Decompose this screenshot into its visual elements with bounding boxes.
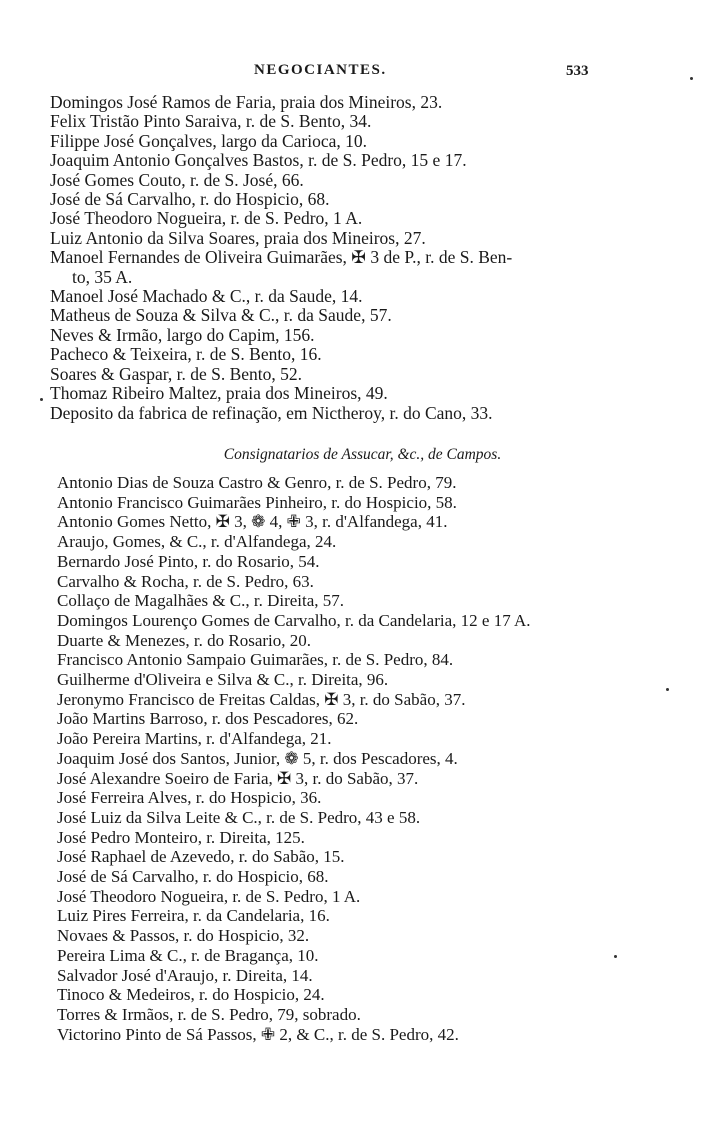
list-entry: José Alexandre Soeiro de Faria, ✠ 3, r. do Sabão, 37. — [57, 768, 419, 788]
list-entry: José Theodoro Nogueira, r. de S. Pedro, 1 A. — [50, 208, 363, 229]
merchant-list — [50, 93, 512, 423]
list-entry: Domingos Lourenço Gomes de Carvalho, r. da Candelaria, 12 e 17 A. — [57, 610, 531, 630]
list-entry: Thomaz Ribeiro Maltez, praia dos Mineiros, 49. — [50, 383, 388, 404]
list-entry: Domingos José Ramos de Faria, praia dos Mineiros, 23. — [50, 92, 443, 112]
scan-speck — [40, 398, 43, 401]
list-entry: João Martins Barroso, r. dos Pescadores, 62. — [57, 709, 359, 729]
list-entry: Deposito da fabrica de refinação, em Nictheroy, r. do Cano, 33. — [50, 402, 493, 423]
list-entry: Salvador José d'Araujo, r. Direita, 14. — [57, 965, 313, 985]
list-entry: Jeronymo Francisco de Freitas Caldas, ✠ 3, r. do Sabão, 37. — [57, 689, 466, 709]
list-entry: Pacheco & Teixeira, r. de S. Bento, 16. — [50, 344, 322, 365]
page-number: 533 — [566, 63, 589, 79]
scan-speck — [690, 77, 693, 80]
list-entry: Collaço de Magalhães & C., r. Direita, 57. — [57, 591, 345, 611]
list-entry: José de Sá Carvalho, r. do Hospicio, 68. — [50, 189, 330, 210]
list-entry: Guilherme d'Oliveira e Silva & C., r. Direita, 96. — [57, 670, 389, 690]
list-entry: Luiz Pires Ferreira, r. da Candelaria, 16. — [57, 906, 330, 926]
list-entry: Antonio Gomes Netto, ✠ 3, ❁ 4, ✙ 3, r. d'Alfandega, 41. — [57, 512, 448, 532]
list-entry: Soares & Gaspar, r. de S. Bento, 52. — [50, 363, 303, 384]
list-entry: Novaes & Passos, r. do Hospicio, 32. — [57, 926, 310, 946]
scan-speck — [614, 955, 617, 958]
section-heading: Consignatarios de Assucar, &c., de Campos. — [223, 446, 502, 463]
list-entry: Carvalho & Rocha, r. de S. Pedro, 63. — [57, 571, 314, 591]
list-entry: Neves & Irmão, largo do Capim, 156. — [50, 324, 315, 345]
list-entry: José Luiz da Silva Leite & C., r. de S. Pedro, 43 e 58. — [57, 807, 421, 827]
list-entry: Antonio Dias de Souza Castro & Genro, r. de S. Pedro, 79. — [57, 473, 457, 492]
list-entry: José de Sá Carvalho, r. do Hospicio, 68. — [57, 867, 329, 887]
list-entry: Manoel Fernandes de Oliveira Guimarães, ✠ 3 de P., r. de S. Ben- — [50, 247, 513, 268]
list-entry: Antonio Francisco Guimarães Pinheiro, r. do Hospicio, 58. — [57, 492, 457, 512]
list-entry: Francisco Antonio Sampaio Guimarães, r. de S. Pedro, 84. — [57, 650, 454, 670]
scan-speck — [666, 688, 669, 691]
page-title: NEGOCIANTES. — [254, 62, 387, 78]
list-entry: José Ferreira Alves, r. do Hospicio, 36. — [57, 788, 322, 808]
list-entry: Luiz Antonio da Silva Soares, praia dos Mineiros, 27. — [50, 227, 426, 248]
list-entry: Torres & Irmãos, r. de S. Pedro, 79, sobrado. — [57, 1004, 361, 1024]
list-entry: José Gomes Couto, r. de S. José, 66. — [50, 169, 304, 190]
list-entry: to, 35 A. — [72, 266, 133, 287]
list-entry: João Pereira Martins, r. d'Alfandega, 21. — [57, 729, 332, 749]
list-entry: Joaquim José dos Santos, Junior, ❁ 5, r. dos Pescadores, 4. — [57, 748, 458, 768]
list-entry: José Pedro Monteiro, r. Direita, 125. — [57, 827, 305, 847]
list-entry: Tinoco & Medeiros, r. do Hospicio, 24. — [57, 985, 325, 1005]
list-entry: Felix Tristão Pinto Saraiva, r. de S. Bento, 34. — [50, 111, 372, 132]
list-entry: Victorino Pinto de Sá Passos, ✙ 2, & C., r. de S. Pedro, 42. — [57, 1024, 459, 1044]
list-entry: Filippe José Gonçalves, largo da Carioca, 10. — [50, 130, 368, 151]
list-entry: Bernardo José Pinto, r. do Rosario, 54. — [57, 551, 320, 571]
list-entry: José Raphael de Azevedo, r. do Sabão, 15. — [57, 847, 345, 867]
list-entry: Pereira Lima & C., r. de Bragança, 10. — [57, 945, 319, 965]
list-entry: Duarte & Menezes, r. do Rosario, 20. — [57, 630, 311, 650]
list-entry: Manoel José Machado & C., r. da Saude, 14. — [50, 286, 363, 307]
consignee-list — [57, 473, 531, 1044]
list-entry: Araujo, Gomes, & C., r. d'Alfandega, 24. — [57, 532, 337, 552]
list-entry: José Theodoro Nogueira, r. de S. Pedro, 1 A. — [57, 886, 361, 906]
list-entry: Joaquim Antonio Gonçalves Bastos, r. de S. Pedro, 15 e 17. — [50, 150, 467, 171]
list-entry: Matheus de Souza & Silva & C., r. da Saude, 57. — [50, 305, 392, 326]
page-header — [0, 62, 725, 82]
